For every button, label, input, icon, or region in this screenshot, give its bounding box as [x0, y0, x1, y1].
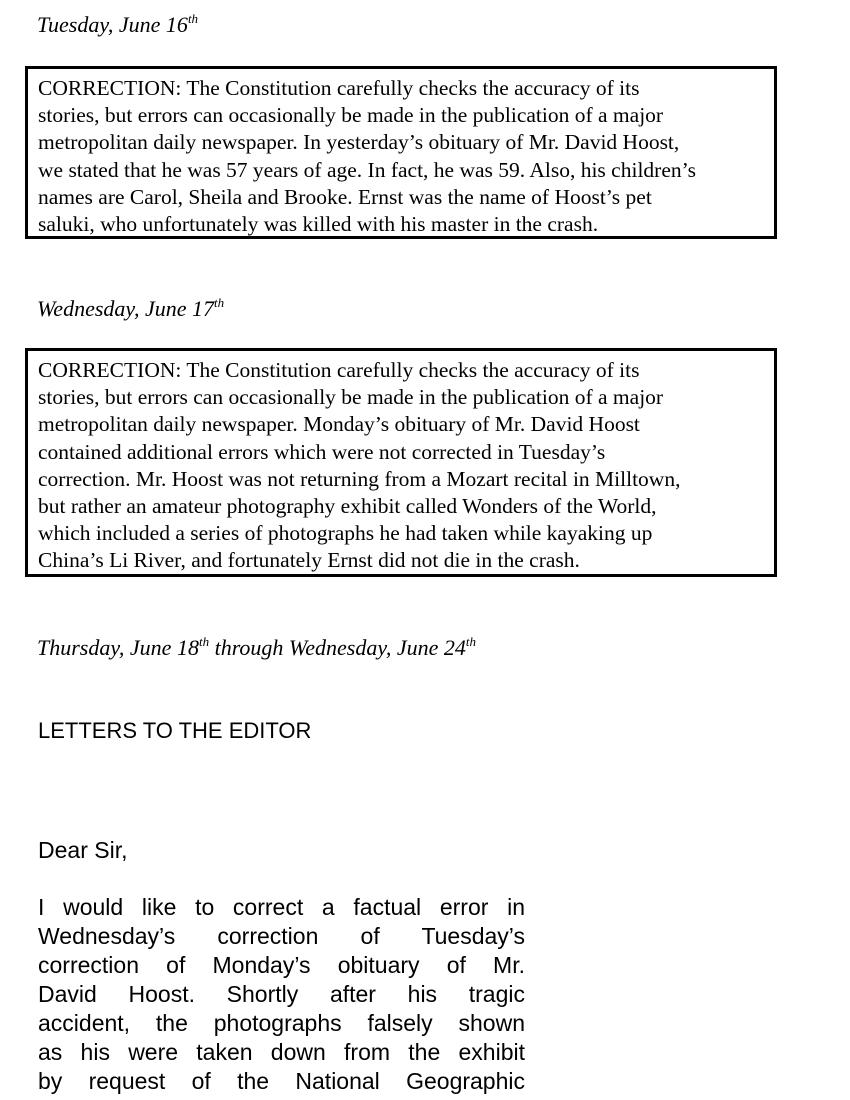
date-wednesday [37, 296, 224, 322]
correction-line: correction. Mr. Hoost was not returning from a Mozart recital in Milltown, [38, 466, 681, 491]
correction-line: names are Carol, Sheila and Brooke. Ernst was the name of Hoost’s pet [38, 184, 652, 209]
date-range-start: Thursday, June 18 [37, 635, 199, 660]
date-suffix: th [198, 634, 210, 649]
date-suffix: th [465, 634, 477, 649]
date-range [37, 635, 476, 661]
letter-salutation: Dear Sir, [38, 837, 128, 863]
letter-line: Wednesday’s correction of Tuesday’s [38, 923, 525, 949]
correction-line: but rather an amateur photography exhibit called Wonders of the World, [38, 494, 657, 519]
correction-line: contained additional errors which were not corrected in Tuesday’s [38, 439, 606, 464]
correction-line: which included a series of photographs he had taken while kayaking up [38, 521, 653, 546]
correction-box-tuesday [25, 66, 777, 239]
correction-line: stories, but errors can occasionally be made in the publication of a major [38, 103, 664, 128]
date-text: Tuesday, June 16 [37, 12, 188, 37]
correction-line: saluki, who unfortunately was killed with his master in the crash. [38, 212, 599, 237]
date-text: Wednesday, June 17 [37, 296, 214, 321]
correction-line: China’s Li River, and fortunately Ernst did not die in the crash. [38, 548, 580, 573]
correction-line: metropolitan daily newspaper. Monday’s obituary of Mr. David Hoost [38, 412, 640, 437]
date-tuesday [37, 12, 198, 38]
letter-body [38, 893, 525, 1096]
correction-box-wednesday [25, 348, 777, 577]
letter-line: accident, the photographs falsely shown [38, 1010, 525, 1036]
date-suffix: th [187, 11, 199, 26]
correction-line: stories, but errors can occasionally be made in the publication of a major [38, 385, 664, 410]
date-range-end: through Wednesday, June 24 [209, 635, 466, 660]
correction-line: we stated that he was 57 years of age. In fact, he was 59. Also, his children’s [38, 157, 696, 182]
letter-line: I would like to correct a factual error in [38, 894, 525, 920]
correction-line: metropolitan daily newspaper. In yesterday’s obituary of Mr. David Hoost, [38, 130, 680, 155]
letter-line: as his were taken down from the exhibit [38, 1039, 525, 1065]
date-suffix: th [213, 295, 225, 310]
letter-line: by request of the National Geographic [38, 1068, 525, 1094]
correction-line: CORRECTION: The Constitution carefully checks the accuracy of its [38, 358, 640, 382]
correction-line: CORRECTION: The Constitution carefully checks the accuracy of its [38, 76, 640, 100]
letter-line: correction of Monday’s obituary of Mr. [38, 952, 525, 978]
letter-line: David Hoost. Shortly after his tragic [38, 981, 525, 1007]
letters-heading: LETTERS TO THE EDITOR [38, 718, 312, 743]
